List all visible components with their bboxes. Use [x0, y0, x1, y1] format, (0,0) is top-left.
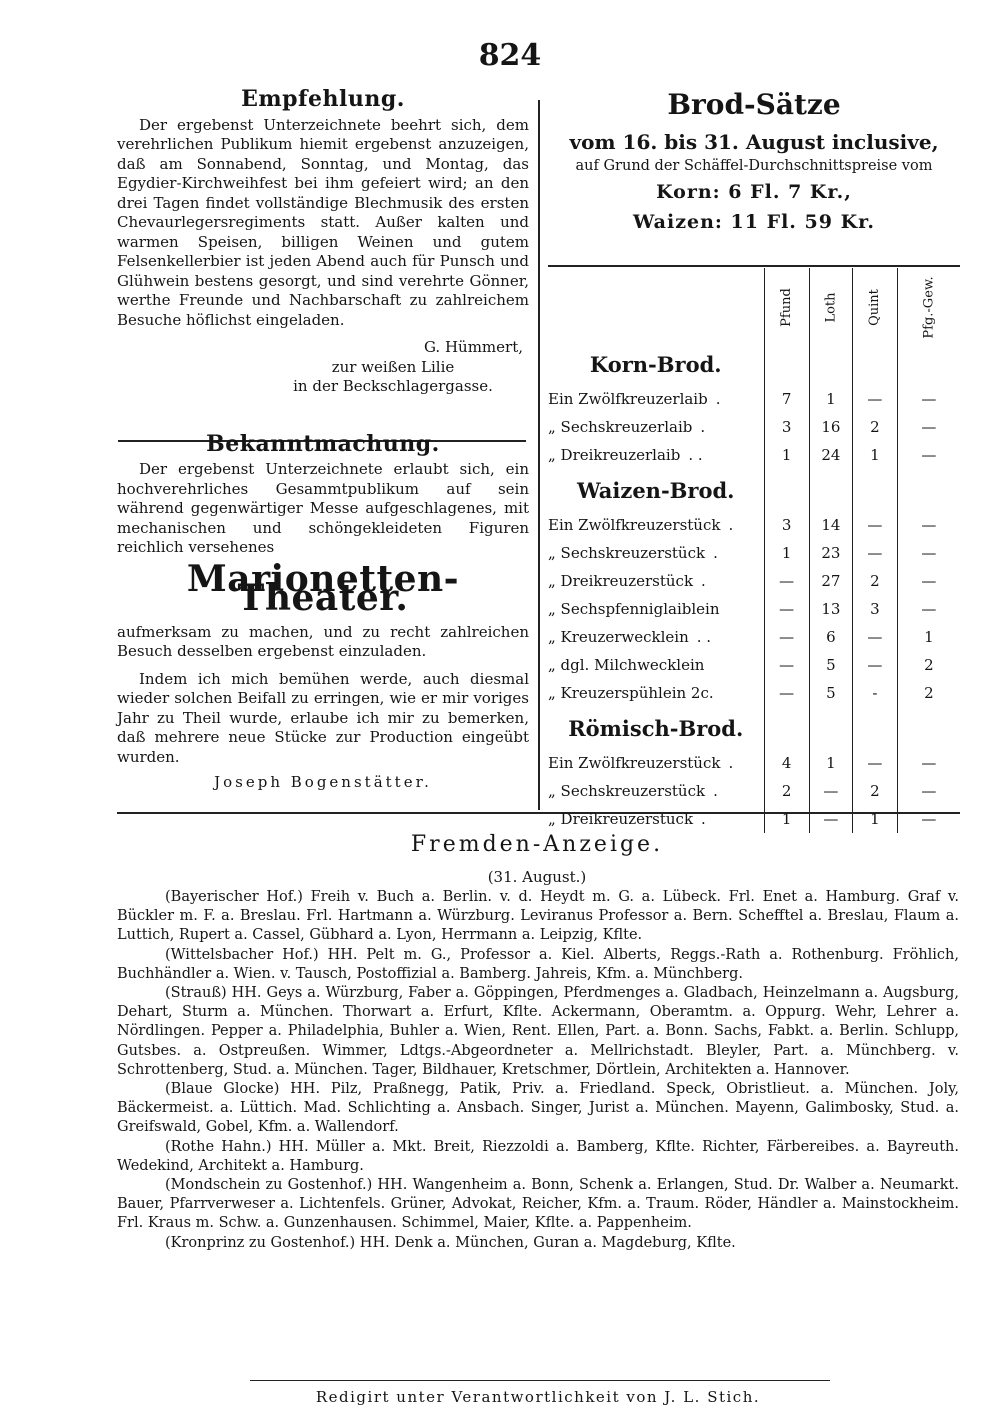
bekanntmachung-heading: Bekanntmachung.	[206, 430, 440, 457]
table-row	[548, 595, 960, 623]
bread-item-label: Ein Zwölfkreuzerstück	[548, 754, 721, 772]
bread-item-dots: .	[700, 418, 706, 436]
bread-item	[548, 511, 764, 539]
table-row	[548, 413, 960, 441]
weight-value: —	[764, 567, 809, 595]
weight-value: —	[852, 651, 897, 679]
bread-item-dots: . .	[688, 446, 703, 464]
bread-item	[548, 805, 764, 833]
fremden-entry: (Blaue Glocke) HH. Pilz, Praßnegg, Patik, Priv. a. Friedland. Speck, Obristlieut. a. München. Joly, Bäckermeist. a. Lüttich. Mad. Schlichting a. Ansbach. Singer, Jurist a. München. Mayenn, Galimbosky, Stud. a. Greifswald, Gobel, Kfm. a. Wallendorf.	[117, 1081, 959, 1136]
footer-imprint: Redigirt unter Verantwortlichkeit von J. L. Stich.	[315, 1388, 761, 1406]
weight-value: —	[852, 385, 897, 413]
bread-group-heading	[548, 469, 960, 511]
bread-item-label: „ Dreikreuzerlaib	[548, 446, 681, 464]
weight-value: —	[764, 623, 809, 651]
column-header	[809, 268, 852, 343]
bread-item-label: „ Kreuzerwecklein	[548, 628, 689, 646]
marionetten-theater-title: Marionetten-Theater.	[186, 557, 460, 619]
empfehlung-section	[117, 86, 529, 397]
left-column	[117, 86, 529, 793]
weight-value: 3	[852, 595, 897, 623]
empty-cell	[809, 707, 852, 749]
table-row	[548, 623, 960, 651]
bread-item	[548, 567, 764, 595]
empty-cell	[764, 343, 809, 385]
weight-value: 3	[764, 413, 809, 441]
weight-value: 2	[852, 777, 897, 805]
weight-value: —	[897, 805, 960, 833]
bekanntmachung-section	[117, 430, 529, 793]
empty-cell	[897, 469, 960, 511]
weight-value: 5	[809, 651, 852, 679]
bread-item	[548, 679, 764, 707]
bread-group-heading	[548, 343, 960, 385]
empty-cell	[852, 469, 897, 511]
bread-item-dots: .	[728, 754, 734, 772]
waizen-price: Waizen: 11 Fl. 59 Kr.	[633, 211, 875, 233]
table-row	[548, 679, 960, 707]
bread-item-dots: .	[713, 544, 718, 562]
column-header	[852, 268, 897, 343]
weight-value: 27	[809, 567, 852, 595]
empty-cell	[809, 343, 852, 385]
weight-value: 1	[764, 539, 809, 567]
table-row	[548, 511, 960, 539]
weight-value: —	[897, 441, 960, 469]
table-row	[548, 805, 960, 833]
weight-value: 3	[764, 511, 809, 539]
weight-value: 2	[897, 679, 960, 707]
bekanntmachung-body1: Der ergebenst Unterzeichnete erlaubt sich, ein hochverehrliches Gesammtpublikum auf sein während gegenwärtiger Messe aufgeschlagenes, mit mechanischen und schöngekleideten Figuren reichlich versehenes	[117, 460, 529, 556]
column-header-label: Loth	[823, 291, 839, 323]
weight-value: 1	[852, 805, 897, 833]
table-header-row	[548, 268, 960, 343]
bread-group-name: Korn-Brod.	[589, 351, 722, 377]
bekanntmachung-signature: Joseph Bogenstätter.	[214, 773, 432, 791]
empfehlung-body: Der ergebenst Unterzeichnete beehrt sich, dem verehrlichen Publikum hiemit ergebenst anzuzeigen, daß am Sonnabend, Sonntag, und Montag, das Egydier-Kirchweihfest bei ihm gefeiert wird; an den drei Tagen findet vollständige Blechmusik des ersten Chevaurlegersregiments statt. Außer kalten und warmen Speisen, billigen Weinen und gutem Felsenkellerbier ist jeden Abend auch für Punsch und Glühwein bestens gesorgt, und sind verehrte Gönner, werthe Freunde und Nachbarschaft zu zahlreichem Besuche höflichst eingeladen.	[117, 115, 529, 329]
bread-item	[548, 623, 764, 651]
weight-value: -	[852, 679, 897, 707]
column-header-label: Quint	[867, 288, 883, 326]
bread-item-label: „ Sechskreuzerlaib	[548, 418, 693, 436]
empty-cell	[809, 469, 852, 511]
weight-value: —	[897, 413, 960, 441]
bread-item-dots: .	[701, 810, 706, 828]
empty-cell	[897, 707, 960, 749]
brod-saetze-basis: auf Grund der Schäffel-Durchschnittspreise vom	[575, 158, 933, 174]
weight-value: —	[764, 651, 809, 679]
weight-value: —	[764, 595, 809, 623]
page-number: 824	[478, 38, 542, 73]
table-row	[548, 567, 960, 595]
bread-item	[548, 385, 764, 413]
fremden-entry: (Bayerischer Hof.) Freih v. Buch a. Berlin. v. d. Heydt m. G. a. Lübeck. Frl. Enet a. Hamburg. Graf v. Bückler m. F. a. Breslau. Frl. Hartmann a. Würzburg. Leviranus Professor a. Bern. Schefftel a. Breslau, Flaum a. Luttich, Rupert a. Cassel, Gübhard a. Lyon, Herrmann a. Leipzig, Kflte.	[117, 889, 959, 944]
column-header	[764, 268, 809, 343]
empty-cell	[764, 469, 809, 511]
weight-value: 1	[764, 441, 809, 469]
weight-value: —	[897, 511, 960, 539]
bread-item-label: „ dgl. Milchwecklein	[548, 656, 705, 674]
bekanntmachung-body2: aufmerksam zu machen, und zu recht zahlreichen Besuch desselben ergebenst einzuladen.	[117, 622, 529, 660]
fremden-date: (31. August.)	[487, 868, 587, 886]
weight-value: —	[852, 749, 897, 777]
weight-value: —	[897, 567, 960, 595]
header-blank	[548, 268, 764, 343]
weight-value: 24	[809, 441, 852, 469]
bread-item-label: „ Dreikreuzerstück	[548, 810, 694, 828]
empty-cell	[764, 707, 809, 749]
bread-item-dots: .	[715, 390, 721, 408]
bread-group-heading	[548, 707, 960, 749]
weight-value: —	[809, 805, 852, 833]
bread-item-label: „ Kreuzerspühlein 2c.	[548, 684, 714, 702]
weight-value: 6	[809, 623, 852, 651]
weight-value: 1	[764, 805, 809, 833]
column-header-label: Pfund	[779, 287, 795, 327]
empfehlung-signature: G. Hümmert,	[423, 338, 523, 356]
column-divider	[538, 100, 540, 810]
bread-item-label: „ Sechskreuzerstück	[548, 782, 706, 800]
bread-item-label: „ Sechspfenniglaiblein	[548, 600, 720, 618]
table-row	[548, 539, 960, 567]
brod-saetze-subtitle: vom 16. bis 31. August inclusive,	[569, 130, 939, 154]
bread-group-name: Römisch-Brod.	[568, 715, 744, 741]
weight-value: —	[897, 595, 960, 623]
weight-value: 7	[764, 385, 809, 413]
bread-item	[548, 413, 764, 441]
table-top-rule	[548, 265, 960, 267]
weight-value: 13	[809, 595, 852, 623]
weight-value: 4	[764, 749, 809, 777]
bekanntmachung-body3: Indem ich mich bemühen werde, auch diesmal wieder solchen Beifall zu erringen, wie er mir voriges Jahr zu Theil wurde, erlaube ich mir zu bemerken, daß mehrere neue Stücke zur Production eingeübt wurden.	[117, 669, 529, 766]
weight-value: 23	[809, 539, 852, 567]
bread-group-name: Waizen-Brod.	[577, 477, 735, 503]
table-row	[548, 385, 960, 413]
korn-price: Korn: 6 Fl. 7 Kr.,	[656, 181, 852, 203]
bread-item-label: Ein Zwölfkreuzerlaib	[548, 390, 708, 408]
weight-value: —	[764, 679, 809, 707]
weight-value: —	[852, 539, 897, 567]
weight-value: 2	[852, 413, 897, 441]
table-row	[548, 651, 960, 679]
weight-value: 16	[809, 413, 852, 441]
bread-item	[548, 595, 764, 623]
table-row	[548, 777, 960, 805]
bread-item-label: „ Sechskreuzerstück	[548, 544, 706, 562]
weight-value: 1	[809, 385, 852, 413]
fremden-list	[117, 888, 959, 1253]
empty-cell	[852, 343, 897, 385]
weight-value: —	[897, 539, 960, 567]
fremden-entry: (Rothe Hahn.) HH. Müller a. Mkt. Breit, Riezzoldi a. Bamberg, Kflte. Richter, Färbereibes. a. Bayreuth. Wedekind, Architekt a. Hamburg.	[117, 1138, 959, 1174]
weight-value: 2	[897, 651, 960, 679]
empfehlung-signature-line3: in der Beckschlagergasse.	[293, 377, 493, 395]
bread-item-label: Ein Zwölfkreuzerstück	[548, 516, 721, 534]
weight-value: 2	[852, 567, 897, 595]
fremden-entry: (Kronprinz zu Gostenhof.) HH. Denk a. München, Guran a. Magdeburg, Kflte.	[165, 1234, 736, 1251]
footer-rule	[250, 1380, 830, 1381]
bread-item-label: „ Dreikreuzerstück	[548, 572, 694, 590]
fremden-title: Fremden-Anzeige.	[410, 832, 664, 857]
weight-value: 14	[809, 511, 852, 539]
bread-item	[548, 749, 764, 777]
weight-value: —	[897, 777, 960, 805]
empty-cell	[852, 707, 897, 749]
column-header-label: Pfg.-Gew.	[921, 275, 937, 339]
fremden-entry: (Mondschein zu Gostenhof.) HH. Wangenheim a. Bonn, Schenk a. Erlangen, Stud. Dr. Walber a. Neumarkt. Bauer, Pfarrverweser a. Lichtenfels. Grüner, Advokat, Reicher, Kfm. a. Traum. Röder, Händler a. Mainstockheim. Frl. Kraus m. Schw. a. Gunzenhausen. Schimmel, Maier, Kflte. a. Pappenheim.	[117, 1177, 959, 1232]
column-header	[897, 268, 960, 343]
table-row	[548, 749, 960, 777]
weight-value: —	[897, 385, 960, 413]
empfehlung-signature-line2: zur weißen Lilie	[331, 357, 455, 376]
bread-item	[548, 539, 764, 567]
bread-item-dots: .	[701, 572, 706, 590]
brod-saetze-header	[548, 88, 960, 237]
weight-value: —	[809, 777, 852, 805]
brod-saetze-title: Brod-Sätze	[667, 88, 841, 121]
weight-value: 1	[852, 441, 897, 469]
weight-value: —	[852, 623, 897, 651]
fremden-entry: (Strauß) HH. Geys a. Würzburg, Faber a. Göppingen, Pferdmenges a. Gladbach, Heinzelmann a. Augsburg, Dehart, Sturm a. München. Thorwart a. Erfurt, Kflte. Ackermann, Oberamtm. a. Oppurg. Wehr, Lehrer a. Nördlingen. Pepper a. Philadelphia, Buhler a. Wien, Rent. Ellen, Part. a. Bonn. Sachs, Fabkt. a. Berlin. Schlupp, Gutsbes. a. Ostpreußen. Wimmer, Ldtgs.-Abgeordneter a. Mellrichstadt. Bleyler, Part. a. Münchberg. v. Schrottenberg, Stud. a. München. Tager, Bildhauer, Kretschmer, Dörtlein, Architekten a. Hannover.	[117, 985, 959, 1078]
empty-cell	[897, 343, 960, 385]
bread-item	[548, 777, 764, 805]
bread-item	[548, 441, 764, 469]
table-row	[548, 441, 960, 469]
bread-item-dots: .	[728, 516, 734, 534]
fremden-entry: (Wittelsbacher Hof.) HH. Pelt m. G., Professor a. Kiel. Alberts, Reggs.-Rath a. Rothenburg. Fröhlich, Buchhändler a. Wien. v. Tausch, Postoffizial a. Bamberg. Jahreis, Kfm. a. Münchberg.	[117, 946, 959, 982]
weight-value: 1	[809, 749, 852, 777]
weight-value: —	[897, 749, 960, 777]
bread-item	[548, 651, 764, 679]
bread-item-dots: . .	[696, 628, 712, 646]
bread-item-dots: .	[713, 782, 718, 800]
weight-value: 2	[764, 777, 809, 805]
empfehlung-heading: Empfehlung.	[241, 86, 405, 112]
weight-value: —	[852, 511, 897, 539]
weight-value: 1	[897, 623, 960, 651]
brod-table	[548, 268, 960, 833]
weight-value: 5	[809, 679, 852, 707]
